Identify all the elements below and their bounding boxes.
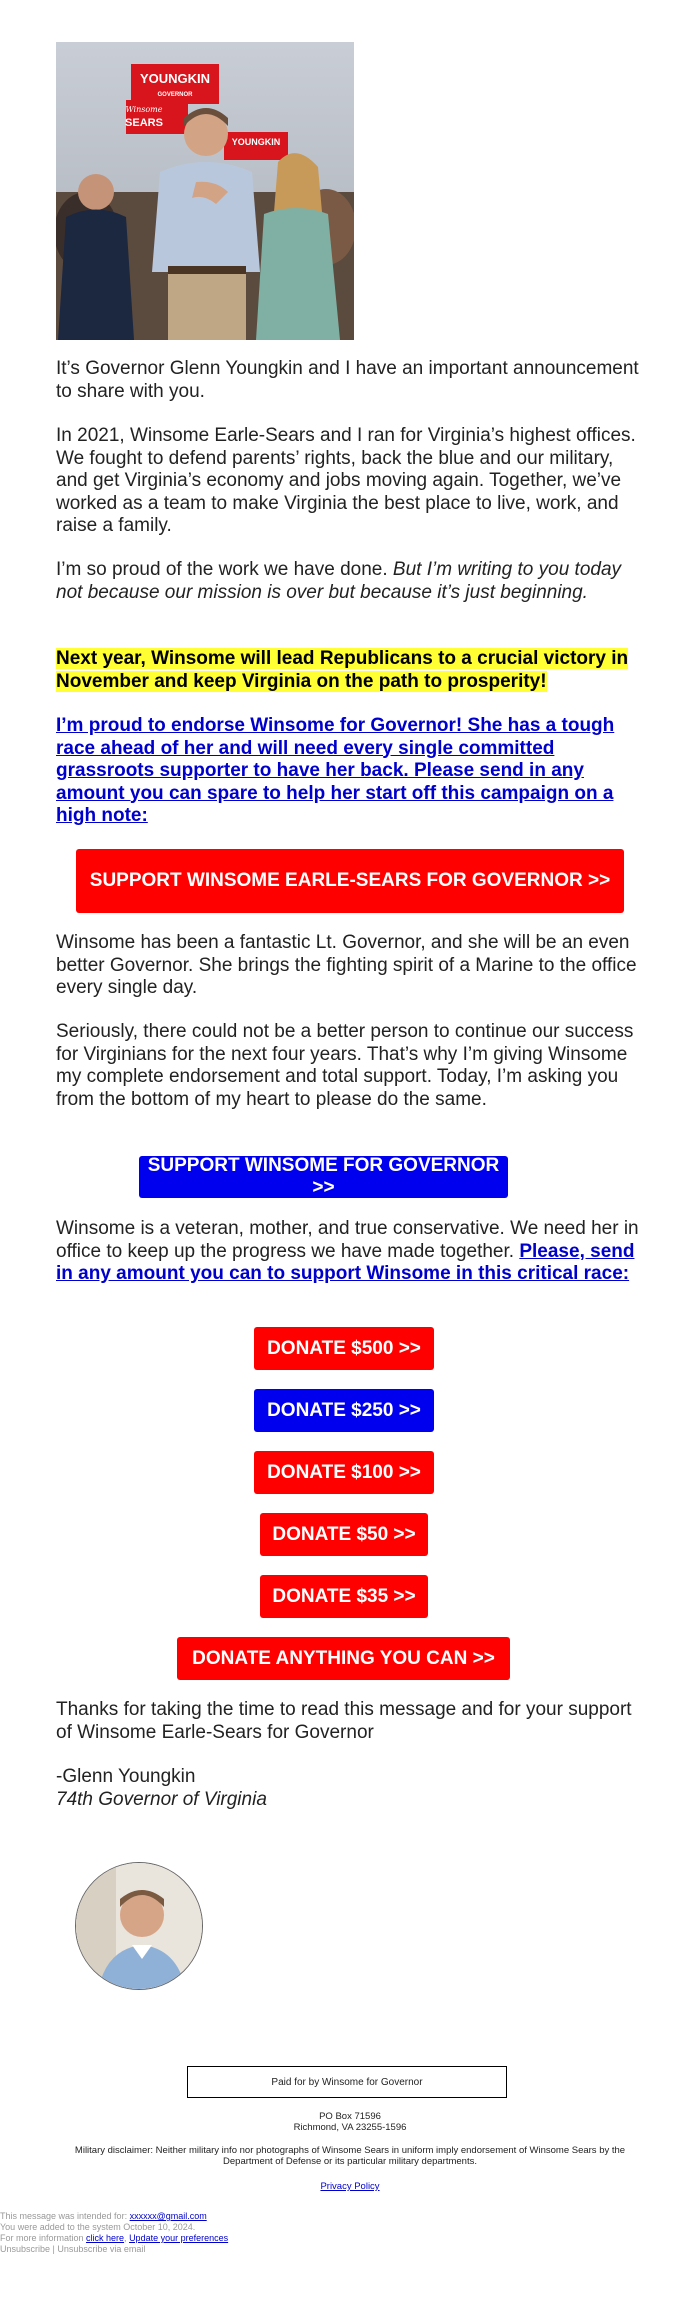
support-winsome-earle-sears-button[interactable]: SUPPORT WINSOME EARLE-SEARS FOR GOVERNOR >> bbox=[76, 849, 624, 913]
signature-name: -Glenn Youngkin bbox=[56, 1766, 196, 1787]
portrait-illustration bbox=[76, 1863, 203, 1990]
po-box: PO Box 71596 bbox=[319, 2111, 381, 2122]
highlight-paragraph bbox=[56, 648, 644, 693]
avatar bbox=[75, 1862, 203, 1990]
thanks-text: Thanks for taking the time to read this message and for your support of Winsome Earle-Sears for Governor bbox=[56, 1699, 632, 1743]
paragraph-seriously: Seriously, there could not be a better person to continue our success for Virginians for the next four years. That’s why I’m giving Winsome my complete endorsement and total support. Today, I’m asking you from the bottom of my heart to please do the same. bbox=[56, 1021, 634, 1110]
donate-50-button[interactable]: DONATE $50 >> bbox=[260, 1513, 428, 1556]
hero-photo bbox=[56, 42, 354, 340]
intended-for-line bbox=[0, 2211, 207, 2222]
sign-youngkin-small bbox=[224, 132, 288, 160]
donate-100-button[interactable]: DONATE $100 >> bbox=[254, 1451, 434, 1494]
unsubscribe-line[interactable]: Unsubscribe | Unsubscribe via email bbox=[0, 2244, 146, 2254]
intro-text: It’s Governor Glenn Youngkin and I have an important announcement to share with you. bbox=[56, 358, 639, 402]
rally-photo-illustration bbox=[56, 42, 354, 340]
donate-250-button[interactable]: DONATE $250 >> bbox=[254, 1389, 434, 1432]
endorse-link[interactable]: I’m proud to endorse Winsome for Governor! She has a tough race ahead of her and will need every single committed grassroots supporter to have her back. Please send in any amount you can spare to help her start off this campaign on a high note: bbox=[56, 715, 615, 826]
paragraph-proud bbox=[56, 559, 644, 604]
support-winsome-for-governor-button[interactable]: SUPPORT WINSOME FOR GOVERNOR >> bbox=[139, 1156, 508, 1198]
svg-text:Winsome: Winsome bbox=[125, 105, 163, 114]
paragraph-lt-governor: Winsome has been a fantastic Lt. Governor, and she will be an even better Governor. She brings the fighting spirit of a Marine to the office every single day. bbox=[56, 932, 637, 998]
city-address: Richmond, VA 23255-1596 bbox=[293, 2122, 407, 2133]
intended-label: This message was intended for: bbox=[0, 2211, 130, 2221]
paragraph-veteran bbox=[56, 1218, 644, 1286]
more-info-label: For more information bbox=[0, 2233, 87, 2243]
endorse-paragraph bbox=[56, 715, 644, 828]
proud-text: I’m so proud of the work we have done. bbox=[56, 559, 393, 580]
donate-anything-button[interactable]: DONATE ANYTHING YOU CAN >> bbox=[177, 1637, 510, 1680]
email-link[interactable]: xxxxxx@gmail.com bbox=[129, 2211, 207, 2221]
update-preferences-link[interactable]: Update your preferences bbox=[129, 2233, 229, 2243]
click-here-link[interactable]: click here bbox=[86, 2233, 125, 2243]
added-line: You were added to the system October 10, 2024. bbox=[0, 2222, 196, 2232]
military-disclaimer: Military disclaimer: Neither military info nor photographs of Winsome Sears in uniform imply endorsement of Winsome Sears by the Department of Defense or its particular military departments. bbox=[74, 2145, 626, 2167]
more-info-line: For more information click here, Update your preferences bbox=[0, 2233, 229, 2243]
proud-italic-text: But I’m writing to you today not because our mission is over but because it’s just beginning. bbox=[56, 559, 622, 603]
donate-35-button[interactable]: DONATE $35 >> bbox=[260, 1575, 428, 1618]
svg-text:GOVERNOR: GOVERNOR bbox=[157, 92, 193, 98]
send-any-amount-link[interactable]: Please, send in any amount you can to support Winsome in this critical race: bbox=[56, 1240, 635, 1284]
svg-text:YOUNGKIN: YOUNGKIN bbox=[139, 71, 211, 86]
highlight-text: Next year, Winsome will lead Republicans to a crucial victory in November and keep Virginia on the path to prosperity! bbox=[56, 648, 629, 692]
paragraph-2021-campaign: In 2021, Winsome Earle-Sears and I ran for Virginia’s highest offices. We fought to defend parents’ rights, back the blue and our military, and get Virginia’s economy and jobs moving again. Together, we’ve worked as a team to make Virginia the best place to live, work, and raise a family. bbox=[56, 425, 636, 536]
privacy-policy-link[interactable]: Privacy Policy bbox=[320, 2181, 380, 2192]
signature-title: 74th Governor of Virginia bbox=[56, 1789, 267, 1810]
sign-winsome-sears bbox=[125, 100, 188, 134]
sign-youngkin-governor bbox=[131, 64, 219, 104]
svg-text:SEARS: SEARS bbox=[125, 117, 163, 129]
svg-text:YOUNGKIN: YOUNGKIN bbox=[231, 137, 281, 147]
paid-for-box: Paid for by Winsome for Governor bbox=[187, 2066, 507, 2098]
privacy-policy-row bbox=[0, 2181, 700, 2192]
veteran-text: Winsome is a veteran, mother, and true conservative. We need her in office to keep up the progress we have made together. bbox=[56, 1218, 639, 1262]
donate-500-button[interactable]: DONATE $500 >> bbox=[254, 1327, 434, 1370]
